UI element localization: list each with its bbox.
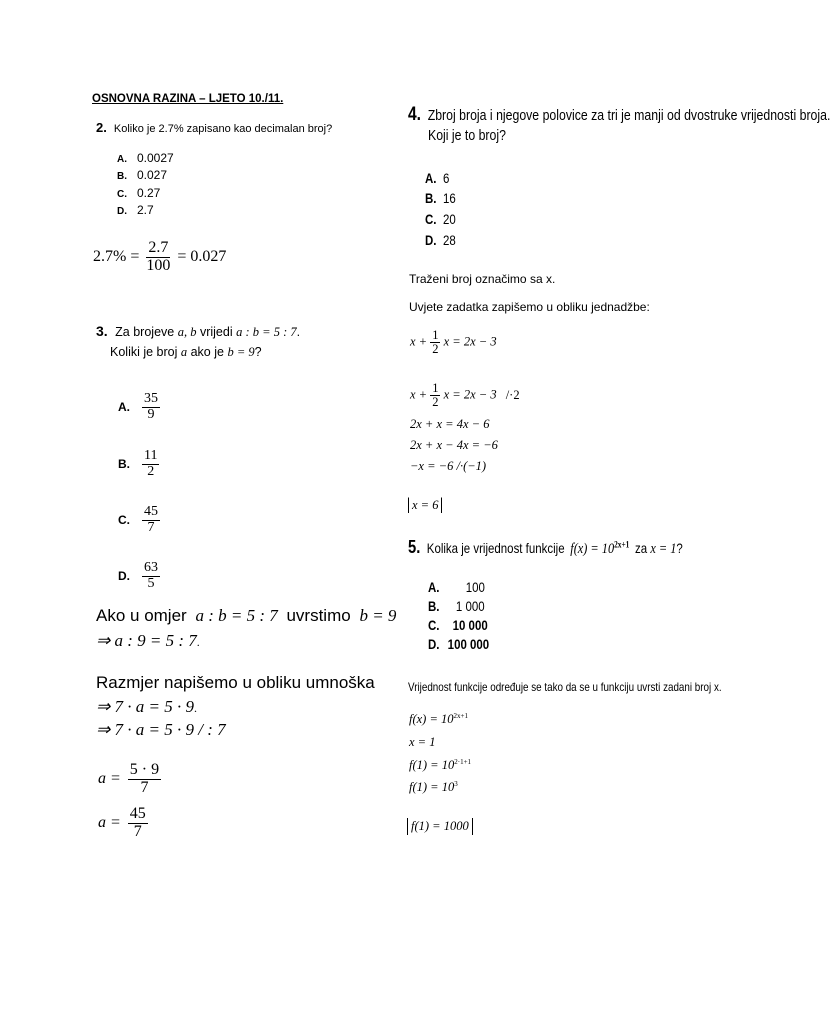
q4-option-c: C. 20 [425,211,456,227]
q2-option-b: B. 0.027 [117,168,168,182]
q5-option-c: C. 10 000 [428,617,488,633]
q4-equation-1: x + $\frac{1}{2}$ x = 2x − 3 [410,328,497,357]
q4-solution-text-1: Traženi broj označimo sa x. [409,272,556,286]
q5-solution-text: Vrijednost funkcije određuje se tako da se u funkciju uvrsti zadani broj x. [408,680,722,694]
question-2-text: Koliko je 2.7% zapisano kao decimalan broj? [113,123,333,135]
q3-option-d: D. $\frac{63}{5}$ [118,560,158,591]
q5-answer: f(1) = 1000 [407,818,473,835]
q4-option-d: D. 28 [425,232,456,248]
q4-answer: x = 6 [408,497,442,513]
question-4-line-2: Koji je to broj? [428,127,506,144]
q2-option-c: C. 0.27 [117,186,161,200]
q4-equation-5: −x = −6 /·(−1) [410,459,487,473]
question-4-line-1: 4. Zbroj broja i njegove polovice za tri je manji od dvostruke vrijednosti broja. [408,104,830,125]
question-3-line-1: 3. Za brojeve a, b vrijedi a : b = 5 : 7. [96,323,301,339]
question-3-line-2: Koliki je broj a ako je b = 9? [110,345,262,359]
q5-solution-line-2: x = 1 [409,735,436,749]
q5-solution-line-3: $f(1) = 10^{2\cdot 1+1}$ [409,758,472,773]
q4-solution-text-2: Uvjete zadatka zapišemo u obliku jednadžbe: [409,300,650,314]
q5-option-b: B. 1 000 [428,598,485,614]
q4-equation-4: 2x + x − 4x = −6 [410,438,498,452]
q3-option-a: A. $\frac{35}{9}$ [118,391,158,422]
question-3-number: 3. [96,323,108,339]
question-2 [96,120,332,135]
q3-option-b: B. $\frac{11}{2}$ [118,448,158,479]
q5-solution-line-4: $f(1) = 10^3$ [409,780,458,795]
question-5-line: 5. Kolika je vrijednost funkcije $f(x) = 10^{2x+1}$ za x = 1? [408,537,683,557]
question-4-number: 4. [408,104,422,125]
q3-solution-line-4: ⇒ 7 · a = 5 · 9. [96,697,197,716]
question-5-number: 5. [408,537,421,557]
q4-equation-3: 2x + x = 4x − 6 [410,417,490,431]
q5-option-d: D. 100 000 [428,636,490,652]
q2-solution: 2.7% = $\frac{2.7}{100}$ = 0.027 [93,239,227,274]
q3-solution-line-6: a = $\frac{5 \cdot 9}{7}$ [98,761,160,796]
q2-option-d: D. 2.7 [117,203,154,217]
q4-option-b: B. 16 [425,190,456,206]
q3-option-c: C. $\frac{45}{7}$ [118,504,158,535]
q3-solution-line-2: ⇒ a : 9 = 5 : 7. [96,631,200,650]
q5-option-a: A. 100 [428,579,485,595]
q3-solution-line-7: a = $\frac{45}{7}$ [98,805,146,840]
q3-solution-line-5: ⇒ 7 · a = 5 · 9 / : 7 [96,720,226,739]
page-title: OSNOVNA RAZINA – LJETO 10./11. [92,93,284,105]
q3-solution-line-3: Razmjer napišemo u obliku umnoška [96,673,375,692]
q2-option-a: A. 0.0027 [117,151,174,165]
q4-option-a: A. 6 [425,170,450,186]
q4-equation-2: x + $\frac{1}{2}$ x = 2x − 3 /·2 [410,381,520,410]
question-2-number: 2. [96,120,107,135]
q5-solution-line-1: $f(x) = 10^{2x+1}$ [409,712,468,727]
q3-solution-line-1: Ako u omjer a : b = 5 : 7 uvrstimo b = 9 [96,606,397,625]
